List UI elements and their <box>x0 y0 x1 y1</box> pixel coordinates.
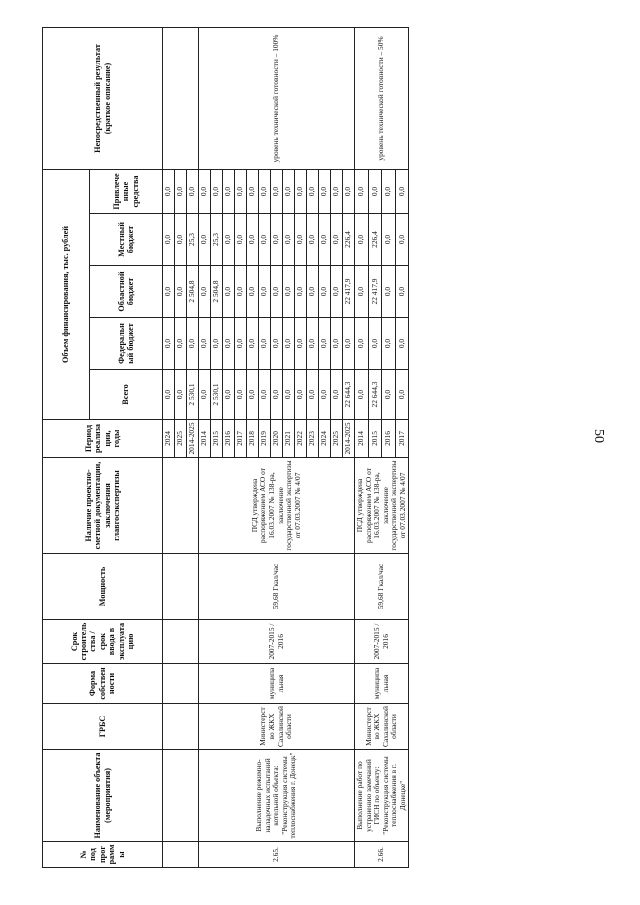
object-power: 59,68 Гкал/час <box>199 554 355 620</box>
cell-year: 2023 <box>307 420 319 458</box>
cell-empty <box>163 458 199 554</box>
cell-attracted: 0,0 <box>295 169 307 213</box>
object-term: 2007-2015 / 2016 <box>355 620 409 664</box>
cell-empty <box>163 704 199 750</box>
cell-total: 0,0 <box>223 370 235 420</box>
header-docs: Наличие проектно-сметной документации, заключения главгосэкспертизы <box>43 458 163 554</box>
cell-federal: 0,0 <box>211 318 223 370</box>
cell-local: 0,0 <box>355 214 369 266</box>
cell-total: 0,0 <box>235 370 247 420</box>
object-grbs: Министерство ЖКХ Сахалинской области <box>355 704 409 750</box>
cell-empty <box>163 27 199 169</box>
cell-local: 0,0 <box>247 214 259 266</box>
cell-attracted: 0,0 <box>187 169 199 213</box>
cell-year: 2014 <box>199 420 211 458</box>
cell-local: 0,0 <box>175 214 187 266</box>
cell-federal: 0,0 <box>271 318 283 370</box>
rotated-table-sheet <box>42 28 502 868</box>
cell-attracted: 0,0 <box>175 169 187 213</box>
table-row <box>199 27 211 867</box>
cell-year: 2017 <box>235 420 247 458</box>
cell-local: 0,0 <box>259 214 271 266</box>
header-num: № под программы <box>43 842 163 868</box>
cell-year: 2015 <box>211 420 223 458</box>
cell-local: 25,3 <box>187 214 199 266</box>
cell-regional: 22 417,9 <box>343 266 355 318</box>
cell-local: 25,3 <box>211 214 223 266</box>
cell-attracted: 0,0 <box>355 169 369 213</box>
cell-regional: 22 417,9 <box>368 266 382 318</box>
cell-total: 0,0 <box>199 370 211 420</box>
cell-local: 0,0 <box>319 214 331 266</box>
cell-federal: 0,0 <box>395 318 409 370</box>
header-local: Местный бюджет <box>90 214 163 266</box>
cell-regional: 0,0 <box>295 266 307 318</box>
cell-federal: 0,0 <box>368 318 382 370</box>
cell-total: 2 530,1 <box>187 370 199 420</box>
cell-year: 2021 <box>283 420 295 458</box>
cell-total: 0,0 <box>355 370 369 420</box>
cell-local: 0,0 <box>271 214 283 266</box>
cell-regional: 0,0 <box>331 266 343 318</box>
table-body <box>163 27 409 867</box>
cell-attracted: 0,0 <box>247 169 259 213</box>
cell-federal: 0,0 <box>319 318 331 370</box>
cell-regional: 0,0 <box>319 266 331 318</box>
cell-total: 22 644,3 <box>368 370 382 420</box>
financing-table <box>42 27 409 868</box>
header-term: Срок строительства / срок ввода в эксплуатацию <box>43 620 163 664</box>
cell-local: 0,0 <box>331 214 343 266</box>
header-form: Форма собственности <box>43 664 163 704</box>
header-attracted: Привлеченные средства <box>90 169 163 213</box>
cell-federal: 0,0 <box>175 318 187 370</box>
cell-empty <box>163 842 199 868</box>
cell-total: 0,0 <box>247 370 259 420</box>
cell-federal: 0,0 <box>355 318 369 370</box>
cell-total: 0,0 <box>295 370 307 420</box>
cell-year: 2015 <box>368 420 382 458</box>
cell-local: 0,0 <box>395 214 409 266</box>
object-grbs: Министерство ЖКХ Сахалинской области <box>199 704 355 750</box>
header-regional: Областной бюджет <box>90 266 163 318</box>
cell-regional: 0,0 <box>283 266 295 318</box>
cell-year: 2016 <box>223 420 235 458</box>
cell-attracted: 0,0 <box>163 169 175 213</box>
cell-federal: 0,0 <box>235 318 247 370</box>
object-number: 2.66. <box>355 842 409 868</box>
cell-attracted: 0,0 <box>343 169 355 213</box>
cell-year: 2024 <box>163 420 175 458</box>
cell-federal: 0,0 <box>247 318 259 370</box>
cell-year: 2025 <box>331 420 343 458</box>
cell-local: 0,0 <box>307 214 319 266</box>
cell-total: 2 530,1 <box>211 370 223 420</box>
cell-regional: 0,0 <box>271 266 283 318</box>
cell-regional: 0,0 <box>235 266 247 318</box>
header-grbs: ГРБС <box>43 704 163 750</box>
cell-total: 0,0 <box>271 370 283 420</box>
cell-empty <box>163 664 199 704</box>
cell-attracted: 0,0 <box>331 169 343 213</box>
cell-federal: 0,0 <box>307 318 319 370</box>
cell-attracted: 0,0 <box>235 169 247 213</box>
object-name: Выполнение режимно-наладочных испытаний котельной объекта: "Реконструкция системы теплоснабжения г. Донецк" <box>199 750 355 842</box>
cell-year: 2016 <box>382 420 396 458</box>
cell-attracted: 0,0 <box>283 169 295 213</box>
cell-attracted: 0,0 <box>271 169 283 213</box>
table-row <box>163 27 175 867</box>
cell-local: 0,0 <box>382 214 396 266</box>
header-name: Наименование объекта (мероприятия) <box>43 750 163 842</box>
cell-total: 0,0 <box>331 370 343 420</box>
cell-regional: 0,0 <box>223 266 235 318</box>
cell-year: 2025 <box>175 420 187 458</box>
cell-attracted: 0,0 <box>223 169 235 213</box>
object-ownership-form: муниципальная <box>199 664 355 704</box>
cell-regional: 0,0 <box>175 266 187 318</box>
cell-federal: 0,0 <box>163 318 175 370</box>
object-documentation: ПСД утверждена распоряжением АСО от 16.03.2007 № 138-ра, заключение государственной экспертизы от 07.03.2007 № 4/07 <box>355 458 409 554</box>
cell-regional: 0,0 <box>163 266 175 318</box>
header-federal: Федеральный бюджет <box>90 318 163 370</box>
cell-total: 0,0 <box>319 370 331 420</box>
cell-regional: 0,0 <box>395 266 409 318</box>
cell-attracted: 0,0 <box>211 169 223 213</box>
cell-total: 0,0 <box>259 370 271 420</box>
cell-federal: 0,0 <box>259 318 271 370</box>
cell-federal: 0,0 <box>331 318 343 370</box>
cell-total: 0,0 <box>283 370 295 420</box>
cell-attracted: 0,0 <box>307 169 319 213</box>
header-period: Период реализации, годы <box>43 420 163 458</box>
object-documentation: ПСД утверждена распоряжением АСО от 16.03.2007 № 138-ра, заключение государственной экспертизы от 07.03.2007 № 4/07 <box>199 458 355 554</box>
cell-local: 0,0 <box>163 214 175 266</box>
cell-total: 0,0 <box>382 370 396 420</box>
object-ownership-form: муниципальная <box>355 664 409 704</box>
cell-federal: 0,0 <box>223 318 235 370</box>
cell-attracted: 0,0 <box>259 169 271 213</box>
cell-attracted: 0,0 <box>368 169 382 213</box>
cell-federal: 0,0 <box>295 318 307 370</box>
cell-empty <box>163 750 199 842</box>
cell-local: 0,0 <box>283 214 295 266</box>
object-number: 2.65. <box>199 842 355 868</box>
cell-regional: 0,0 <box>259 266 271 318</box>
cell-federal: 0,0 <box>382 318 396 370</box>
cell-year: 2018 <box>247 420 259 458</box>
cell-year: 2017 <box>395 420 409 458</box>
object-result: уровень технической готовности – 50% <box>355 27 409 169</box>
cell-local: 226,4 <box>343 214 355 266</box>
cell-total: 0,0 <box>307 370 319 420</box>
cell-attracted: 0,0 <box>319 169 331 213</box>
cell-regional: 0,0 <box>199 266 211 318</box>
cell-total: 0,0 <box>395 370 409 420</box>
cell-local: 0,0 <box>235 214 247 266</box>
cell-year: 2020 <box>271 420 283 458</box>
cell-year: 2014-2025 <box>187 420 199 458</box>
cell-local: 0,0 <box>223 214 235 266</box>
cell-federal: 0,0 <box>283 318 295 370</box>
cell-local: 226,4 <box>368 214 382 266</box>
cell-regional: 0,0 <box>247 266 259 318</box>
table-row <box>355 27 369 867</box>
cell-total: 22 644,3 <box>343 370 355 420</box>
cell-year: 2014-2025 <box>343 420 355 458</box>
cell-federal: 0,0 <box>343 318 355 370</box>
cell-attracted: 0,0 <box>395 169 409 213</box>
header-result: Непосредственный результат (краткое описание) <box>43 27 163 169</box>
cell-local: 0,0 <box>295 214 307 266</box>
cell-regional: 2 504,8 <box>187 266 199 318</box>
cell-attracted: 0,0 <box>199 169 211 213</box>
cell-year: 2022 <box>295 420 307 458</box>
cell-attracted: 0,0 <box>382 169 396 213</box>
cell-federal: 0,0 <box>187 318 199 370</box>
cell-regional: 0,0 <box>307 266 319 318</box>
cell-empty <box>163 554 199 620</box>
header-volume-group: Объем финансирования, тыс. рублей <box>43 169 90 419</box>
cell-regional: 0,0 <box>382 266 396 318</box>
table-header <box>43 27 163 867</box>
cell-local: 0,0 <box>199 214 211 266</box>
object-power: 59,68 Гкал/час <box>355 554 409 620</box>
cell-year: 2014 <box>355 420 369 458</box>
page-number: 50 <box>591 429 606 443</box>
object-term: 2007-2015 / 2016 <box>199 620 355 664</box>
cell-regional: 2 504,8 <box>211 266 223 318</box>
cell-empty <box>163 620 199 664</box>
object-result: уровень технической готовности – 100% <box>199 27 355 169</box>
cell-regional: 0,0 <box>355 266 369 318</box>
cell-total: 0,0 <box>163 370 175 420</box>
header-power: Мощность <box>43 554 163 620</box>
cell-total: 0,0 <box>175 370 187 420</box>
cell-year: 2019 <box>259 420 271 458</box>
cell-year: 2024 <box>319 420 331 458</box>
object-name: Выполнение работ по устранению замечаний ГИСН по объекту: "Реконструкция системы теплоснабжения в г. Донецке" <box>355 750 409 842</box>
header-total: Всего <box>90 370 163 420</box>
cell-federal: 0,0 <box>199 318 211 370</box>
